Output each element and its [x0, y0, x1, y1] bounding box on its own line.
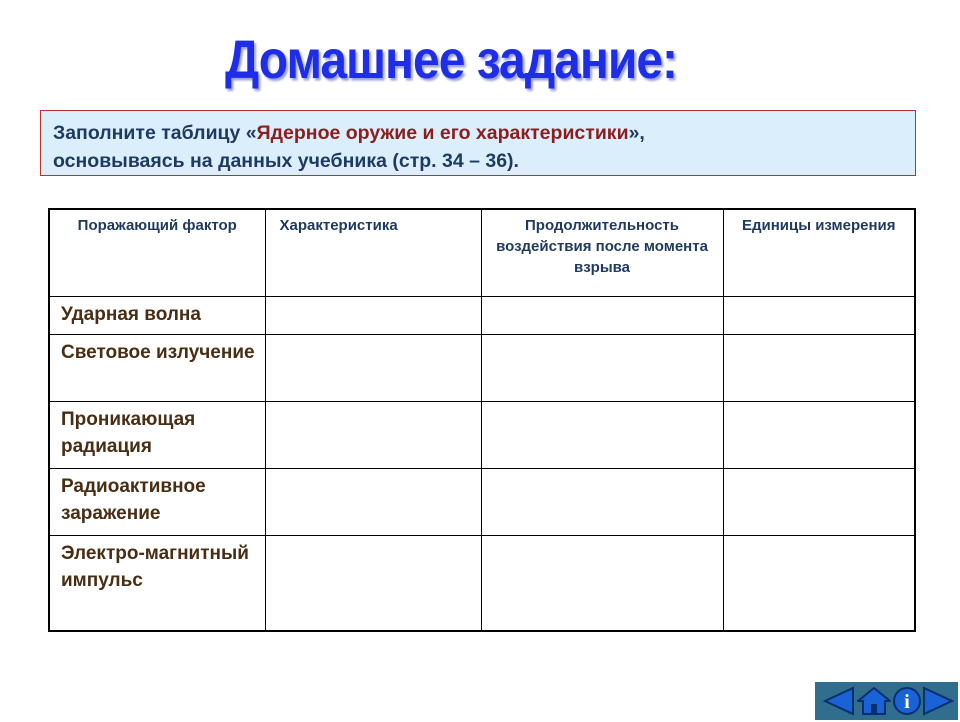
task-text-after: »,	[628, 122, 645, 144]
table-row	[49, 535, 915, 631]
cell-characteristic[interactable]	[265, 401, 481, 468]
characteristics-table	[48, 208, 916, 632]
cell-duration[interactable]	[481, 401, 723, 468]
task-line-2: основываясь на данных учебника (стр. 34 – 36).	[53, 150, 519, 172]
next-slide-button[interactable]	[918, 685, 958, 717]
cell-units[interactable]	[723, 296, 915, 334]
slide-navigation	[815, 682, 958, 720]
cell-characteristic[interactable]	[265, 334, 481, 401]
cell-characteristic[interactable]	[265, 296, 481, 334]
cell-characteristic[interactable]	[265, 535, 481, 631]
table-row	[49, 401, 915, 468]
cell-duration[interactable]	[481, 535, 723, 631]
row-factor: Радиоактивное заражение	[49, 468, 265, 535]
row-factor: Электро-магнитный импульс	[49, 535, 265, 631]
row-factor: Ударная волна	[49, 296, 265, 334]
info-glyph: i	[904, 691, 910, 713]
row-factor: Проникающая радиация	[49, 401, 265, 468]
arrow-right-icon	[918, 685, 958, 717]
cell-units[interactable]	[723, 468, 915, 535]
table-row	[49, 334, 915, 401]
cell-units[interactable]	[723, 401, 915, 468]
task-instructions	[40, 110, 916, 176]
cell-duration[interactable]	[481, 296, 723, 334]
table-row	[49, 468, 915, 535]
header-duration: Продолжительность воздействия после момента взрыва	[481, 209, 723, 296]
cell-units[interactable]	[723, 334, 915, 401]
page-title: Домашнее задание:	[225, 31, 678, 91]
cell-characteristic[interactable]	[265, 468, 481, 535]
cell-duration[interactable]	[481, 468, 723, 535]
prev-slide-button[interactable]	[819, 685, 859, 717]
row-factor: Световое излучение	[49, 334, 265, 401]
task-text-before: Заполните таблицу «	[53, 122, 257, 144]
task-line-1	[53, 119, 903, 147]
cell-units[interactable]	[723, 535, 915, 631]
header-units: Единицы измерения	[723, 209, 915, 296]
arrow-left-icon	[819, 685, 859, 717]
header-factor: Поражающий фактор	[49, 209, 265, 296]
cell-duration[interactable]	[481, 334, 723, 401]
header-characteristic: Характеристика	[265, 209, 481, 296]
table-row	[49, 296, 915, 334]
task-highlight: Ядерное оружие и его характеристики	[256, 122, 629, 144]
table-header-row	[49, 209, 915, 296]
